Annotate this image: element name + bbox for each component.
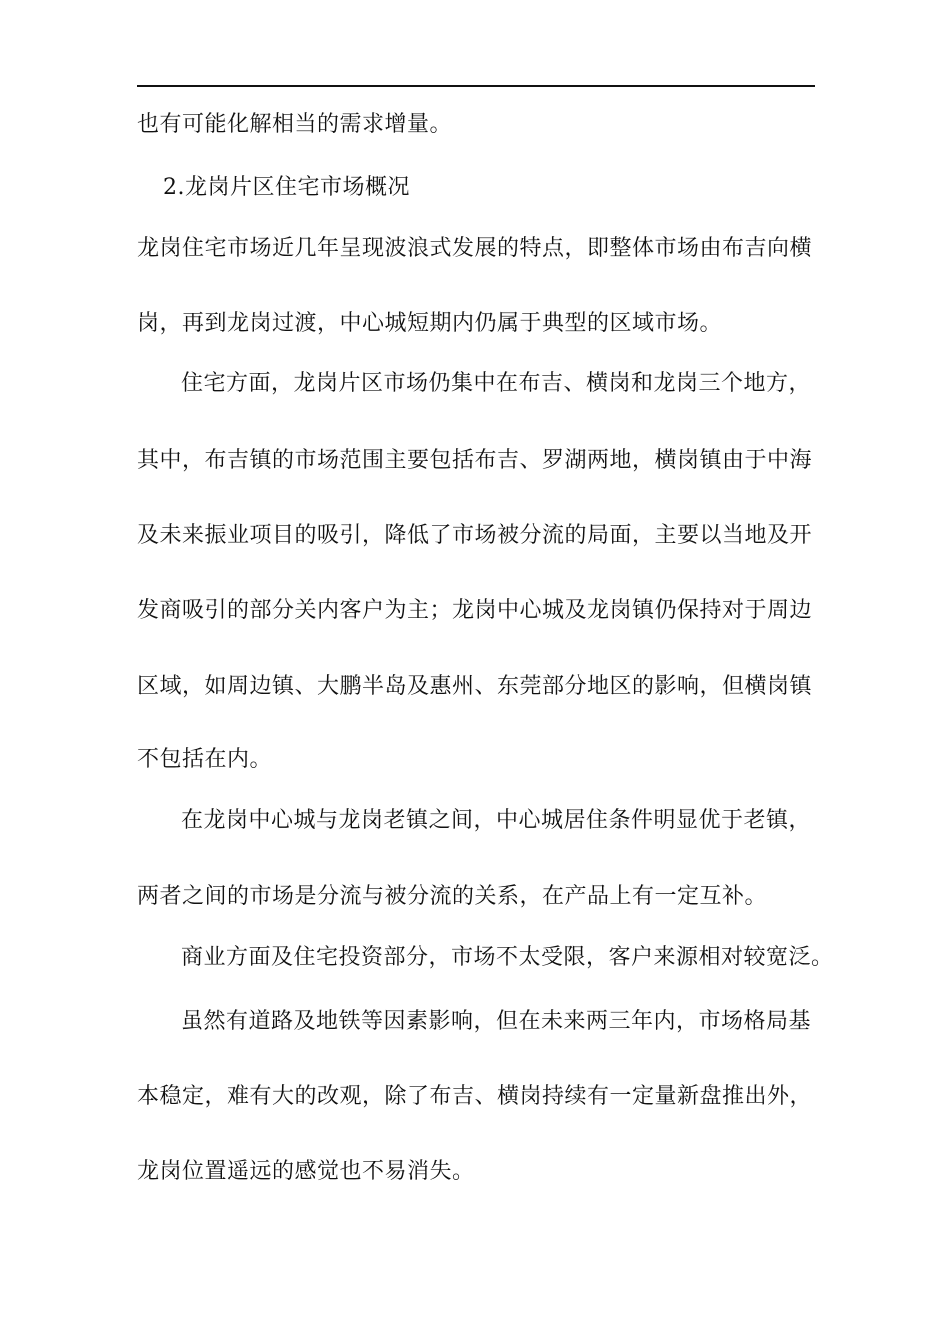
paragraph-line: 岗，再到龙岗过渡，中心城短期内仍属于典型的区域市场。 [137,311,723,336]
paragraph-line: 在龙岗中心城与龙岗老镇之间，中心城居住条件明显优于老镇， [181,808,812,833]
paragraph-line: 区域，如周边镇、大鹏半岛及惠州、东莞部分地区的影响，但横岗镇 [137,674,813,699]
paragraph-line: 不包括在内。 [137,747,273,772]
paragraph-line: 商业方面及住宅投资部分，市场不太受限，客户来源相对较宽泛。 [181,945,834,970]
paragraph-line: 住宅方面，龙岗片区市场仍集中在布吉、横岗和龙岗三个地方， [181,371,812,396]
paragraph-line: 本稳定，难有大的改观，除了布吉、横岗持续有一定量新盘推出外， [137,1084,813,1109]
paragraph-line: 龙岗住宅市场近几年呈现波浪式发展的特点，即整体市场由布吉向横 [137,236,813,261]
paragraph-line: 其中，布吉镇的市场范围主要包括布吉、罗湖两地，横岗镇由于中海 [137,448,813,473]
paragraph-line: 龙岗位置遥远的感觉也不易消失。 [137,1159,475,1184]
paragraph-line: 发商吸引的部分关内客户为主；龙岗中心城及龙岗镇仍保持对于周边 [137,598,813,623]
paragraph-line: 虽然有道路及地铁等因素影响，但在未来两三年内，市场格局基 [181,1009,812,1034]
paragraph-line: 及未来振业项目的吸引，降低了市场被分流的局面，主要以当地及开 [137,523,813,548]
paragraph-line: 也有可能化解相当的需求增量。 [137,112,453,137]
paragraph-line: 两者之间的市场是分流与被分流的关系，在产品上有一定互补。 [137,884,768,909]
header-rule [137,85,815,87]
section-heading: 2.龙岗片区住宅市场概况 [163,175,410,200]
